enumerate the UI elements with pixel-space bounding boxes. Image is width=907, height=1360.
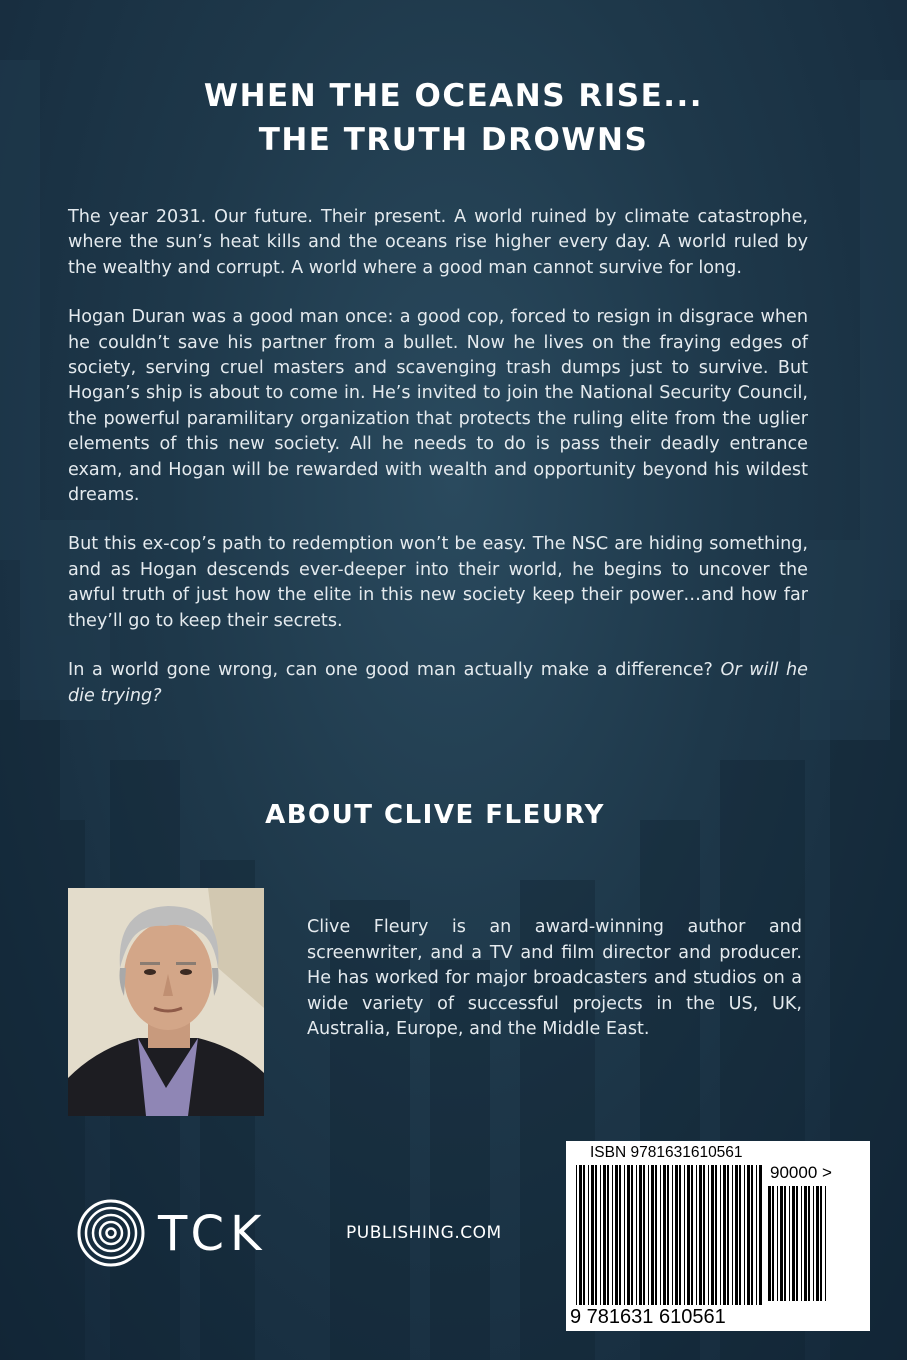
- isbn-barcode: [566, 1141, 870, 1331]
- publisher-domain: PUBLISHING.COM: [346, 1223, 502, 1243]
- blurb-question: In a world gone wrong, can one good man actually make a difference?: [68, 660, 721, 681]
- book-blurb: [68, 205, 808, 733]
- publisher-logo: [76, 1198, 502, 1268]
- blurb-paragraph-2: Hogan Duran was a good man once: a good cop, forced to resign in disgrace when he couldn’t save his partner from a bullet. Now he lives on the fraying edges of society, serving cruel masters and scavenging trash dumps just to survive. But Hogan’s ship is about to come in. He’s invited to join the National Security Council, the powerful paramilitary organization that protects the ruling elite from the uglier elements of this new society. All he needs to do is pass their deadly entrance exam, and Hogan will be rewarded with wealth and opportunity beyond his wildest dreams.: [68, 307, 808, 506]
- blurb-paragraph-3: But this ex-cop’s path to redemption won’t be easy. The NSC are hiding something, and as Hogan descends ever-deeper into their world, he begins to uncover the awful truth of just how the elite in this new society keep their power…and how far they’ll go to keep their secrets.: [68, 534, 808, 631]
- author-photo: [68, 888, 264, 1116]
- about-author-heading: ABOUT CLIVE FLEURY: [265, 800, 605, 830]
- headline-line-2: THE TRUTH DROWNS: [258, 122, 649, 158]
- concentric-rings-icon: [76, 1198, 146, 1268]
- barcode-extension-bars: [768, 1186, 828, 1301]
- headline: [0, 74, 907, 162]
- headline-line-1: WHEN THE OCEANS RISE...: [203, 78, 704, 114]
- isbn-digits: 9 781631 610561: [570, 1306, 726, 1328]
- price-code: 90000 >: [770, 1163, 832, 1182]
- isbn-label: ISBN 9781631610561: [590, 1144, 743, 1161]
- author-bio: Clive Fleury is an award-winning author and screenwriter, and a TV and film director and producer. He has worked for major broadcasters and studios on a wide variety of successful projects in the US, UK, Australia, Europe, and the Middle East.: [307, 917, 802, 1040]
- blurb-italic-tagline: Or will he die trying?: [68, 660, 808, 706]
- publisher-mark: TCK: [158, 1206, 268, 1262]
- blurb-paragraph-1: The year 2031. Our future. Their present. A world ruined by climate catastrophe, where the sun’s heat kills and the oceans rise higher every day. A world ruled by the wealthy and corrupt. A world where a good man cannot survive for long.: [68, 207, 808, 278]
- barcode-bars: [576, 1165, 762, 1305]
- blurb-paragraph-4: [68, 658, 808, 709]
